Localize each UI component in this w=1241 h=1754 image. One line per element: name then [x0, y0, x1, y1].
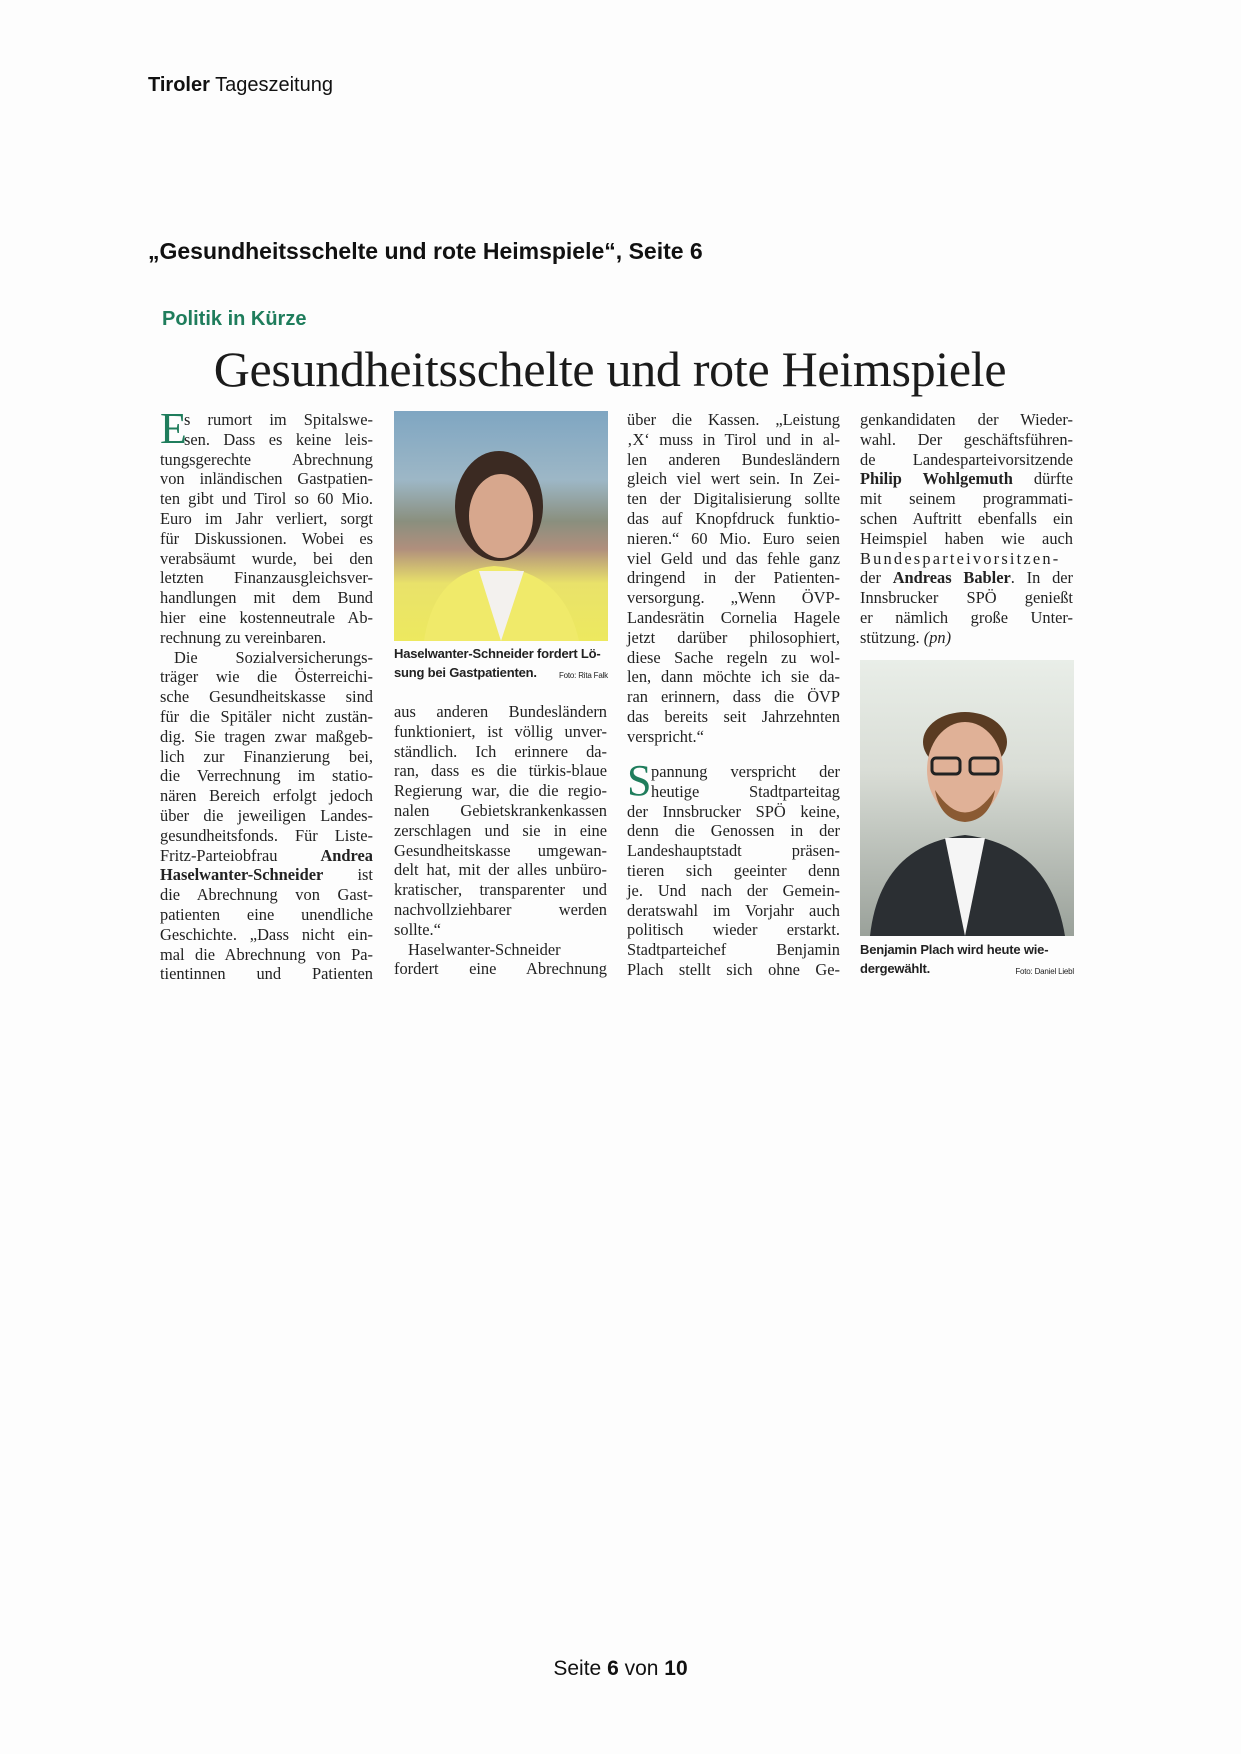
photo-credit: Foto: Rita Falk — [558, 671, 608, 680]
portrait-man-illustration — [860, 660, 1074, 936]
text-segment: diese Sache regeln zu wol- — [627, 647, 840, 667]
article-column-1 — [160, 404, 373, 984]
paragraph — [860, 410, 1073, 648]
text-segment: über die Kassen. „Leistung — [627, 410, 840, 429]
text-line — [627, 802, 840, 822]
text-line — [160, 469, 373, 489]
text-segment: Landeshauptstadt präsen- — [627, 841, 840, 861]
text-segment: fordert eine Abrechnung — [394, 959, 607, 979]
text-line — [627, 960, 840, 980]
text-line — [860, 549, 1073, 569]
text-line — [860, 529, 1073, 549]
text-line — [627, 469, 840, 489]
text-segment: stützung. — [860, 627, 924, 647]
text-line — [394, 702, 607, 722]
text-segment: der — [860, 568, 893, 588]
text-line — [627, 588, 840, 608]
text-segment: tungsgerechte Abrechnung — [160, 449, 373, 469]
text-segment: Bundesparteivorsitzen- — [860, 548, 1061, 568]
text-line — [160, 687, 373, 707]
text-segment: Haselwanter-Schneider — [160, 865, 324, 885]
text-segment: von inländischen Gastpatien- — [160, 469, 373, 489]
text-segment: pannung verspricht der — [651, 762, 840, 781]
caption-line: sung bei Gastpatienten. — [394, 665, 537, 680]
text-line — [160, 450, 373, 470]
text-line — [160, 806, 373, 826]
paragraph — [160, 404, 373, 648]
text-line — [860, 410, 1073, 430]
photo-benjamin-plach — [860, 660, 1074, 936]
text-segment: das bereits seit Jahrzehnten — [627, 706, 840, 726]
text-line — [394, 742, 607, 762]
text-line — [627, 762, 840, 782]
text-segment: je. Und nach der Gemein- — [627, 880, 840, 900]
text-line — [160, 786, 373, 806]
text-segment: nären Bereich erfolgt jedoch — [160, 786, 373, 806]
caption-line: Benjamin Plach wird heute wie- — [860, 942, 1049, 957]
text-line — [860, 568, 1073, 588]
text-line — [160, 885, 373, 905]
text-segment: die Abrechnung von Gast- — [160, 885, 373, 905]
text-segment: ist — [323, 865, 373, 885]
text-segment: len, dann möchte ich sie da- — [627, 667, 840, 687]
text-segment: kratischer, transparenter und — [394, 880, 607, 900]
footer-prefix: Seite — [553, 1657, 602, 1680]
text-line — [627, 410, 840, 430]
photo-caption-2 — [860, 940, 1074, 981]
text-line — [160, 945, 373, 965]
text-line — [860, 608, 1073, 628]
text-line — [394, 880, 607, 900]
section-kicker: Politik in Kürze — [162, 308, 307, 330]
text-line — [394, 841, 607, 861]
text-line — [160, 766, 373, 786]
reference-title: „Gesundheitsschelte und rote Heimspiele“, Seite 6 — [148, 238, 703, 264]
text-line — [627, 821, 840, 841]
text-segment: der Innsbrucker SPÖ keine, — [627, 801, 840, 821]
text-line — [394, 940, 607, 960]
text-line — [860, 509, 1073, 529]
text-line — [160, 608, 373, 628]
text-line — [627, 648, 840, 668]
text-segment: ten der Digitalisierung sollte — [627, 489, 840, 509]
text-segment: sollte.“ — [394, 919, 441, 939]
text-line — [627, 782, 840, 802]
text-segment: Philip Wohlgemuth — [860, 469, 1013, 489]
portrait-woman-illustration — [394, 411, 608, 641]
text-line — [627, 727, 840, 747]
text-segment: Landesrätin Cornelia Hagele — [627, 607, 840, 627]
text-line — [627, 450, 840, 470]
text-segment: träger wie die Österreichi- — [160, 667, 373, 687]
text-line — [160, 964, 373, 984]
paragraph — [394, 702, 607, 940]
text-segment: aus anderen Bundesländern — [394, 702, 607, 721]
text-line — [394, 761, 607, 781]
text-segment: funktioniert, ist völlig unver- — [394, 721, 607, 741]
text-segment: patienten eine unendliche — [160, 904, 373, 924]
text-segment: nachvollziehbarer werden — [394, 899, 607, 919]
text-line — [860, 588, 1073, 608]
text-line — [627, 529, 840, 549]
text-line — [394, 722, 607, 742]
paragraph — [394, 940, 607, 980]
text-line — [394, 920, 607, 940]
text-segment: Geschichte. „Dass nicht ein- — [160, 924, 373, 944]
text-line — [160, 905, 373, 925]
text-line — [860, 489, 1073, 509]
text-segment: politisch wieder erstarkt. — [627, 920, 840, 940]
text-segment: deratswahl im Vorjahr auch — [627, 900, 840, 920]
text-segment: sen. Dass es keine leis- — [184, 429, 373, 449]
text-segment: nieren.“ 60 Mio. Euro seien — [627, 528, 840, 548]
text-line — [860, 430, 1073, 450]
text-segment: gesundheitsfonds. Für Liste- — [160, 825, 373, 845]
text-line — [160, 667, 373, 687]
text-line — [160, 865, 373, 885]
article-column-2 — [394, 702, 607, 979]
text-segment: Innsbrucker SPÖ genießt — [860, 588, 1073, 608]
text-segment: tieren sich geeinter denn — [627, 860, 840, 880]
text-line — [627, 549, 840, 569]
text-segment: Gesundheitskasse umgewan- — [394, 840, 607, 860]
text-segment: dringend in der Patienten- — [627, 568, 840, 588]
text-line — [394, 781, 607, 801]
text-segment: genkandidaten der Wieder- — [860, 410, 1073, 429]
text-segment: denn die Genossen in der — [627, 821, 840, 841]
text-line — [160, 430, 373, 450]
paragraph — [627, 410, 840, 747]
publication-name-regular: Tageszeitung — [215, 74, 333, 96]
text-line — [627, 568, 840, 588]
text-segment: handlungen mit dem Bund — [160, 588, 373, 608]
photo-caption-1 — [394, 644, 608, 685]
text-line — [627, 901, 840, 921]
text-line — [394, 860, 607, 880]
publication-name-bold: Tiroler — [148, 74, 210, 96]
text-segment: heutige Stadtparteitag — [651, 781, 840, 801]
caption-line: Haselwanter-Schneider fordert Lö- — [394, 646, 601, 661]
text-line — [627, 841, 840, 861]
text-segment: Fritz-Parteiobfrau — [160, 845, 321, 865]
text-line — [627, 430, 840, 450]
page-footer — [0, 1657, 1241, 1681]
text-line — [160, 529, 373, 549]
text-line — [394, 959, 607, 979]
article-column-4 — [860, 410, 1073, 648]
text-line — [860, 628, 1073, 648]
text-segment: wahl. Der geschäftsführen- — [860, 429, 1073, 449]
text-segment: Plach stellt sich ohne Ge- — [627, 959, 840, 979]
text-line — [394, 900, 607, 920]
text-segment: über die jeweiligen Landes- — [160, 805, 373, 825]
text-line — [160, 747, 373, 767]
text-line — [160, 707, 373, 727]
text-segment: nalen Gebietskrankenkassen — [394, 800, 607, 820]
text-line — [627, 628, 840, 648]
text-segment: len anderen Bundesländern — [627, 449, 840, 469]
text-segment: gleich viel wert sein. In Zei- — [627, 469, 840, 489]
photo-haselwanter-schneider — [394, 411, 608, 641]
text-segment: tientinnen und Patienten — [160, 964, 373, 984]
text-segment: Stadtparteichef Benjamin — [627, 940, 840, 960]
text-segment: für die Spitäler nicht zustän- — [160, 706, 373, 726]
text-segment: dig. Sie tragen zwar maßgeb- — [160, 726, 373, 746]
text-segment: versorgung. „Wenn ÖVP- — [627, 588, 840, 608]
article-headline: Gesundheitsschelte und rote Heimspiele — [213, 341, 1007, 397]
drop-cap: E — [160, 404, 187, 453]
text-segment: rechnung zu vereinbaren. — [160, 627, 327, 647]
text-line — [160, 727, 373, 747]
text-segment: s rumort im Spitalswe- — [184, 410, 373, 429]
text-segment: . In der — [1010, 568, 1073, 588]
text-segment: zerschlagen und sie in eine — [394, 820, 607, 840]
text-segment: ‚X‘ muss in Tirol und in al- — [627, 429, 840, 449]
text-segment: de Landesparteivorsitzende — [860, 449, 1073, 469]
text-line — [627, 509, 840, 529]
text-segment: mit seinem programmati- — [860, 489, 1073, 509]
text-line — [627, 667, 840, 687]
text-line — [860, 469, 1073, 489]
paragraph — [627, 756, 840, 980]
article-column-3-section-2 — [627, 756, 840, 980]
text-segment: delt hat, mit der alles unbüro- — [394, 860, 607, 880]
text-line — [160, 925, 373, 945]
text-line — [160, 588, 373, 608]
text-line — [160, 489, 373, 509]
text-segment: er nämlich große Unter- — [860, 607, 1073, 627]
text-line — [160, 410, 373, 430]
text-segment: verspricht.“ — [627, 726, 704, 746]
text-segment: Andreas Babler — [892, 568, 1011, 588]
text-line — [394, 821, 607, 841]
text-line — [627, 489, 840, 509]
text-line — [627, 608, 840, 628]
text-segment: Die Sozialversicherungs- — [174, 647, 373, 667]
text-segment: viel Geld und das fehle ganz — [627, 548, 840, 568]
text-line — [860, 450, 1073, 470]
text-segment: Regierung war, die die regio- — [394, 781, 607, 801]
text-segment: dürfte — [1012, 469, 1074, 489]
text-segment: Heimspiel haben wie auch — [860, 528, 1073, 548]
text-line — [627, 687, 840, 707]
text-segment: Andrea — [320, 845, 373, 865]
total-pages: 10 — [664, 1657, 688, 1680]
text-segment: letzten Finanzausgleichsver- — [160, 568, 373, 588]
text-segment: ran erinnern, dass die ÖVP — [627, 687, 840, 707]
photo-credit: Foto: Daniel Liebl — [1015, 967, 1074, 976]
text-segment: ständlich. Ich erinnere da- — [394, 741, 607, 761]
text-segment: schen Auftritt ebenfalls ein — [860, 508, 1073, 528]
text-segment: für Diskussionen. Wobei es — [160, 528, 373, 548]
current-page: 6 — [607, 1657, 619, 1680]
caption-line: dergewählt. — [860, 961, 931, 976]
text-line — [627, 707, 840, 727]
text-segment: lich zur Finanzierung bei, — [160, 746, 373, 766]
text-line — [627, 920, 840, 940]
text-segment: verabsäumt wurde, bei den — [160, 548, 373, 568]
text-line — [160, 568, 373, 588]
text-segment: Haselwanter-Schneider — [408, 939, 561, 959]
text-segment: hier eine kostenneutrale Ab- — [160, 607, 373, 627]
text-line — [160, 628, 373, 648]
text-segment: ten gibt und Tirol so 60 Mio. — [160, 489, 373, 509]
paragraph — [160, 648, 373, 985]
text-line — [160, 549, 373, 569]
text-line — [394, 801, 607, 821]
footer-of: von — [624, 1657, 659, 1680]
text-line — [627, 861, 840, 881]
publication-name — [148, 74, 333, 97]
text-segment: die Verrechnung im statio- — [160, 766, 373, 786]
text-line — [160, 648, 373, 668]
article-column-3 — [627, 410, 840, 747]
text-segment: Euro im Jahr verliert, sorgt — [160, 508, 373, 528]
text-line — [160, 509, 373, 529]
text-segment: mal die Abrechnung von Pa- — [160, 944, 373, 964]
text-segment: jetzt darüber philosophiert, — [627, 627, 840, 647]
text-segment: ran, dass es die türkis-blaue — [394, 761, 607, 781]
text-segment: (pn) — [923, 627, 952, 647]
drop-cap: S — [627, 756, 652, 805]
text-line — [627, 881, 840, 901]
text-line — [627, 940, 840, 960]
text-line — [160, 826, 373, 846]
text-line — [160, 846, 373, 866]
text-segment: sche Gesundheitskasse sind — [160, 687, 373, 707]
text-segment: das auf Knopfdruck funktio- — [627, 508, 840, 528]
